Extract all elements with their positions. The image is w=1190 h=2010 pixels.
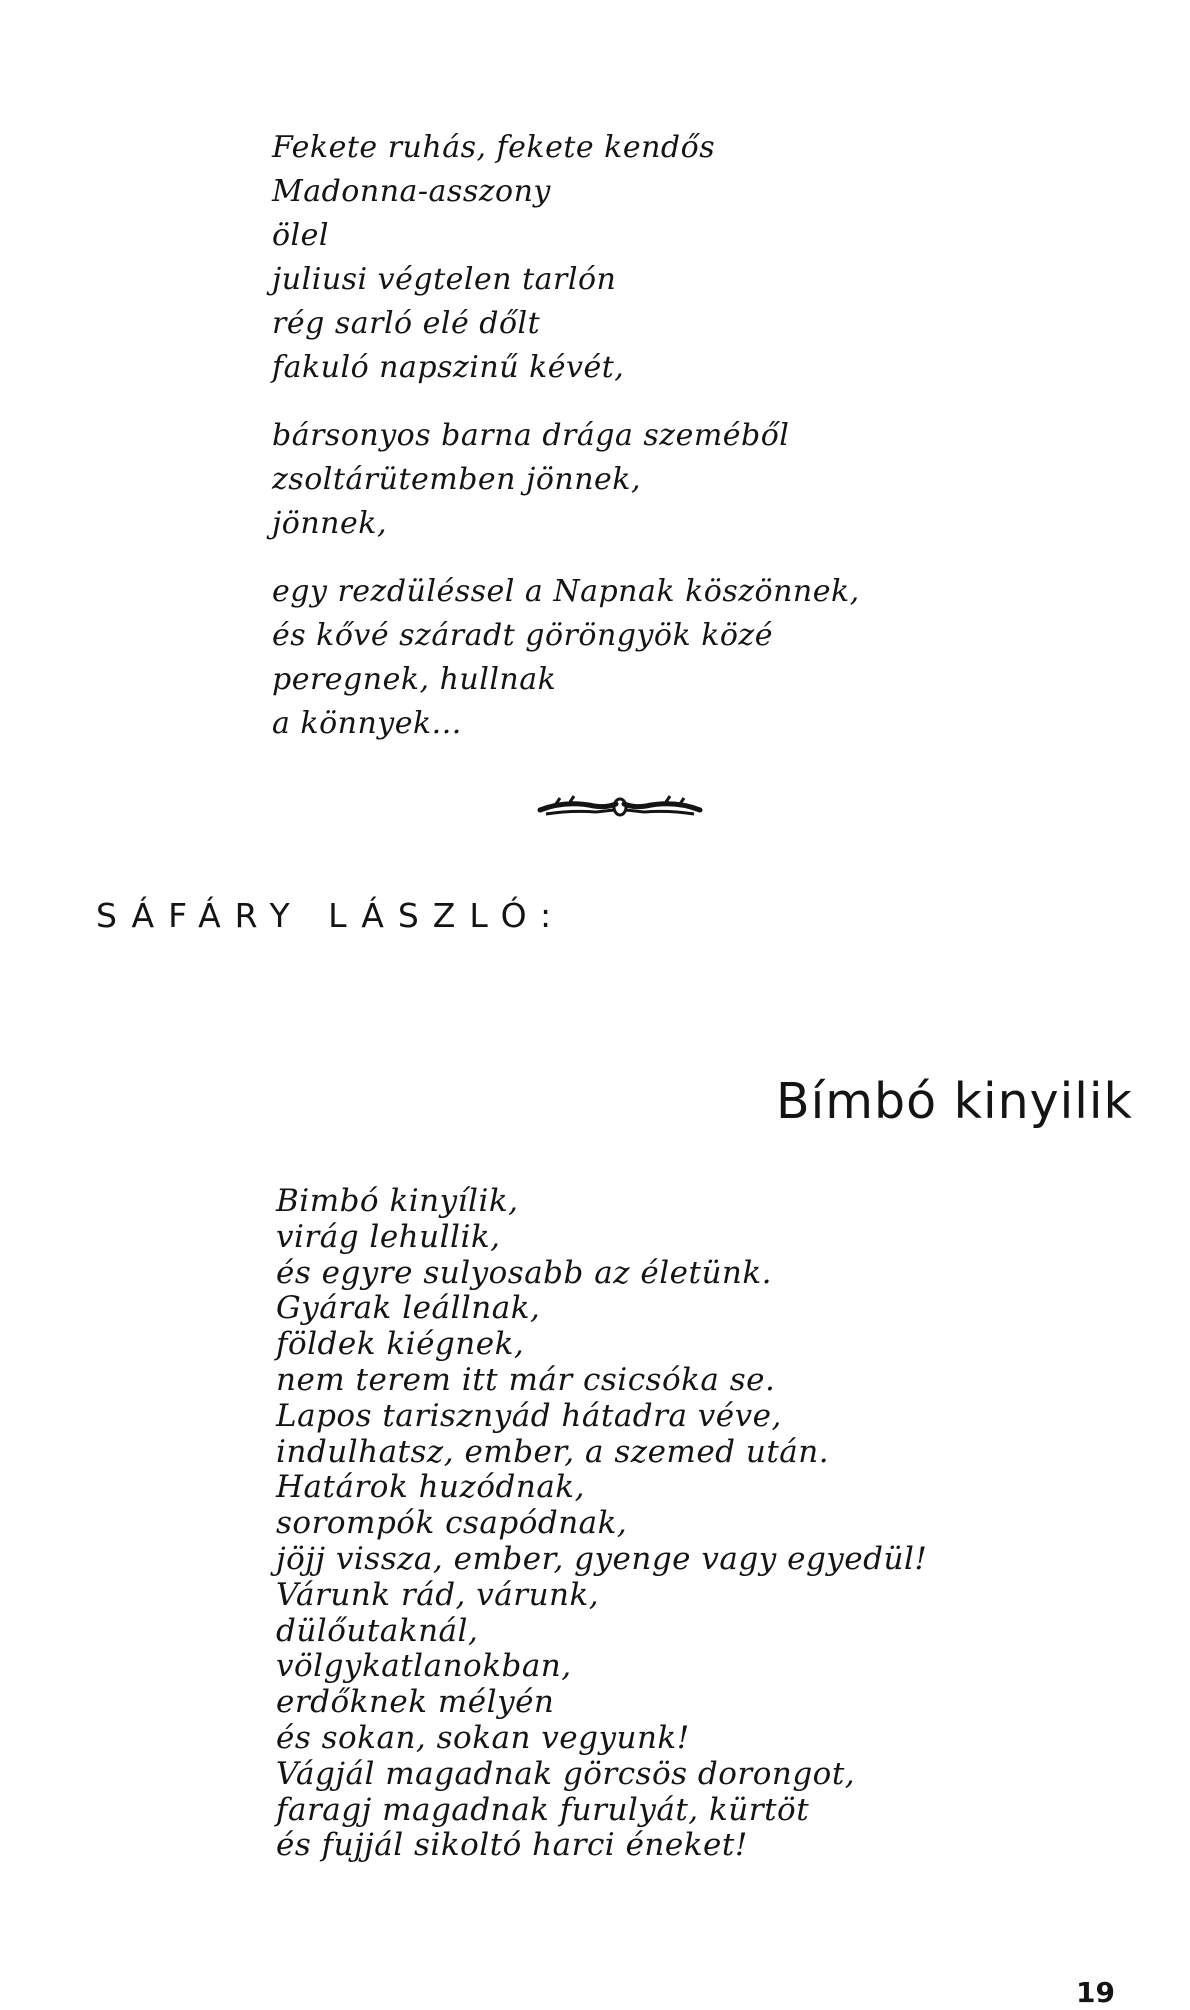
poem-1-stanza-3 (272, 570, 860, 746)
poem-line: földek kiégnek, (276, 1326, 525, 1363)
page-number: 19 (1076, 1976, 1115, 2009)
poem-line: faragj magadnak furulyát, kürtöt (276, 1791, 810, 1828)
poem-line: és kővé száradt göröngyök közé (272, 618, 773, 653)
poem-line: sorompók csapódnak, (276, 1505, 628, 1542)
poem-line: Vágjál magadnak görcsös dorongot, (276, 1755, 856, 1792)
poem-line: juliusi végtelen tarlón (272, 262, 617, 297)
author-heading: SÁFÁRY LÁSZLÓ: (96, 896, 566, 935)
poem-line: völgykatlanokban, (276, 1648, 572, 1685)
poem-line: ölel (272, 218, 330, 253)
poem-line: egy rezdüléssel a Napnak köszönnek, (272, 574, 860, 609)
poem-line: és sokan, sokan vegyunk! (276, 1719, 690, 1756)
poem-1-stanza-1 (272, 126, 715, 390)
poem-line: Gyárak leállnak, (276, 1290, 541, 1327)
poem-line: Határok huzódnak, (276, 1469, 585, 1506)
poem-line: bársonyos barna drága szeméből (272, 418, 790, 453)
poem-line: zsoltárütemben jönnek, (272, 462, 642, 497)
poem-line: dülőutaknál, (276, 1612, 479, 1649)
poem-line: erdőknek mélyén (276, 1684, 555, 1721)
poem-line: Bimbó kinyílik, (276, 1183, 519, 1219)
poem-line: virág lehullik, (276, 1218, 501, 1255)
poem-2-body (276, 1184, 927, 1864)
poem-line: és fujjál sikoltó harci éneket! (276, 1827, 748, 1864)
poem-line: a könnyek... (272, 706, 462, 741)
poem-line: Várunk rád, várunk, (276, 1576, 600, 1613)
poem-line: indulhatsz, ember, a szemed után. (276, 1433, 830, 1470)
poem-1-stanza-2 (272, 414, 789, 546)
poem-title: Bímbó kinyilik (776, 1073, 1133, 1130)
poem-line: Fekete ruhás, fekete kendős (272, 130, 716, 165)
poem-line: rég sarló elé dőlt (272, 306, 541, 341)
poem-line: nem terem itt már csicsóka se. (276, 1361, 776, 1398)
poem-line: és egyre sulyosabb az életünk. (276, 1254, 773, 1291)
decorative-divider-icon (536, 790, 704, 820)
poem-line: Madonna-asszony (272, 174, 551, 209)
poem-line: Lapos tarisznyád hátadra véve, (276, 1397, 782, 1434)
poem-line: jöjj vissza, ember, gyenge vagy egyedül! (276, 1540, 928, 1577)
poem-line: fakuló napszinű kévét, (272, 350, 625, 385)
poem-line: jönnek, (272, 506, 387, 541)
poem-line: peregnek, hullnak (272, 662, 557, 697)
